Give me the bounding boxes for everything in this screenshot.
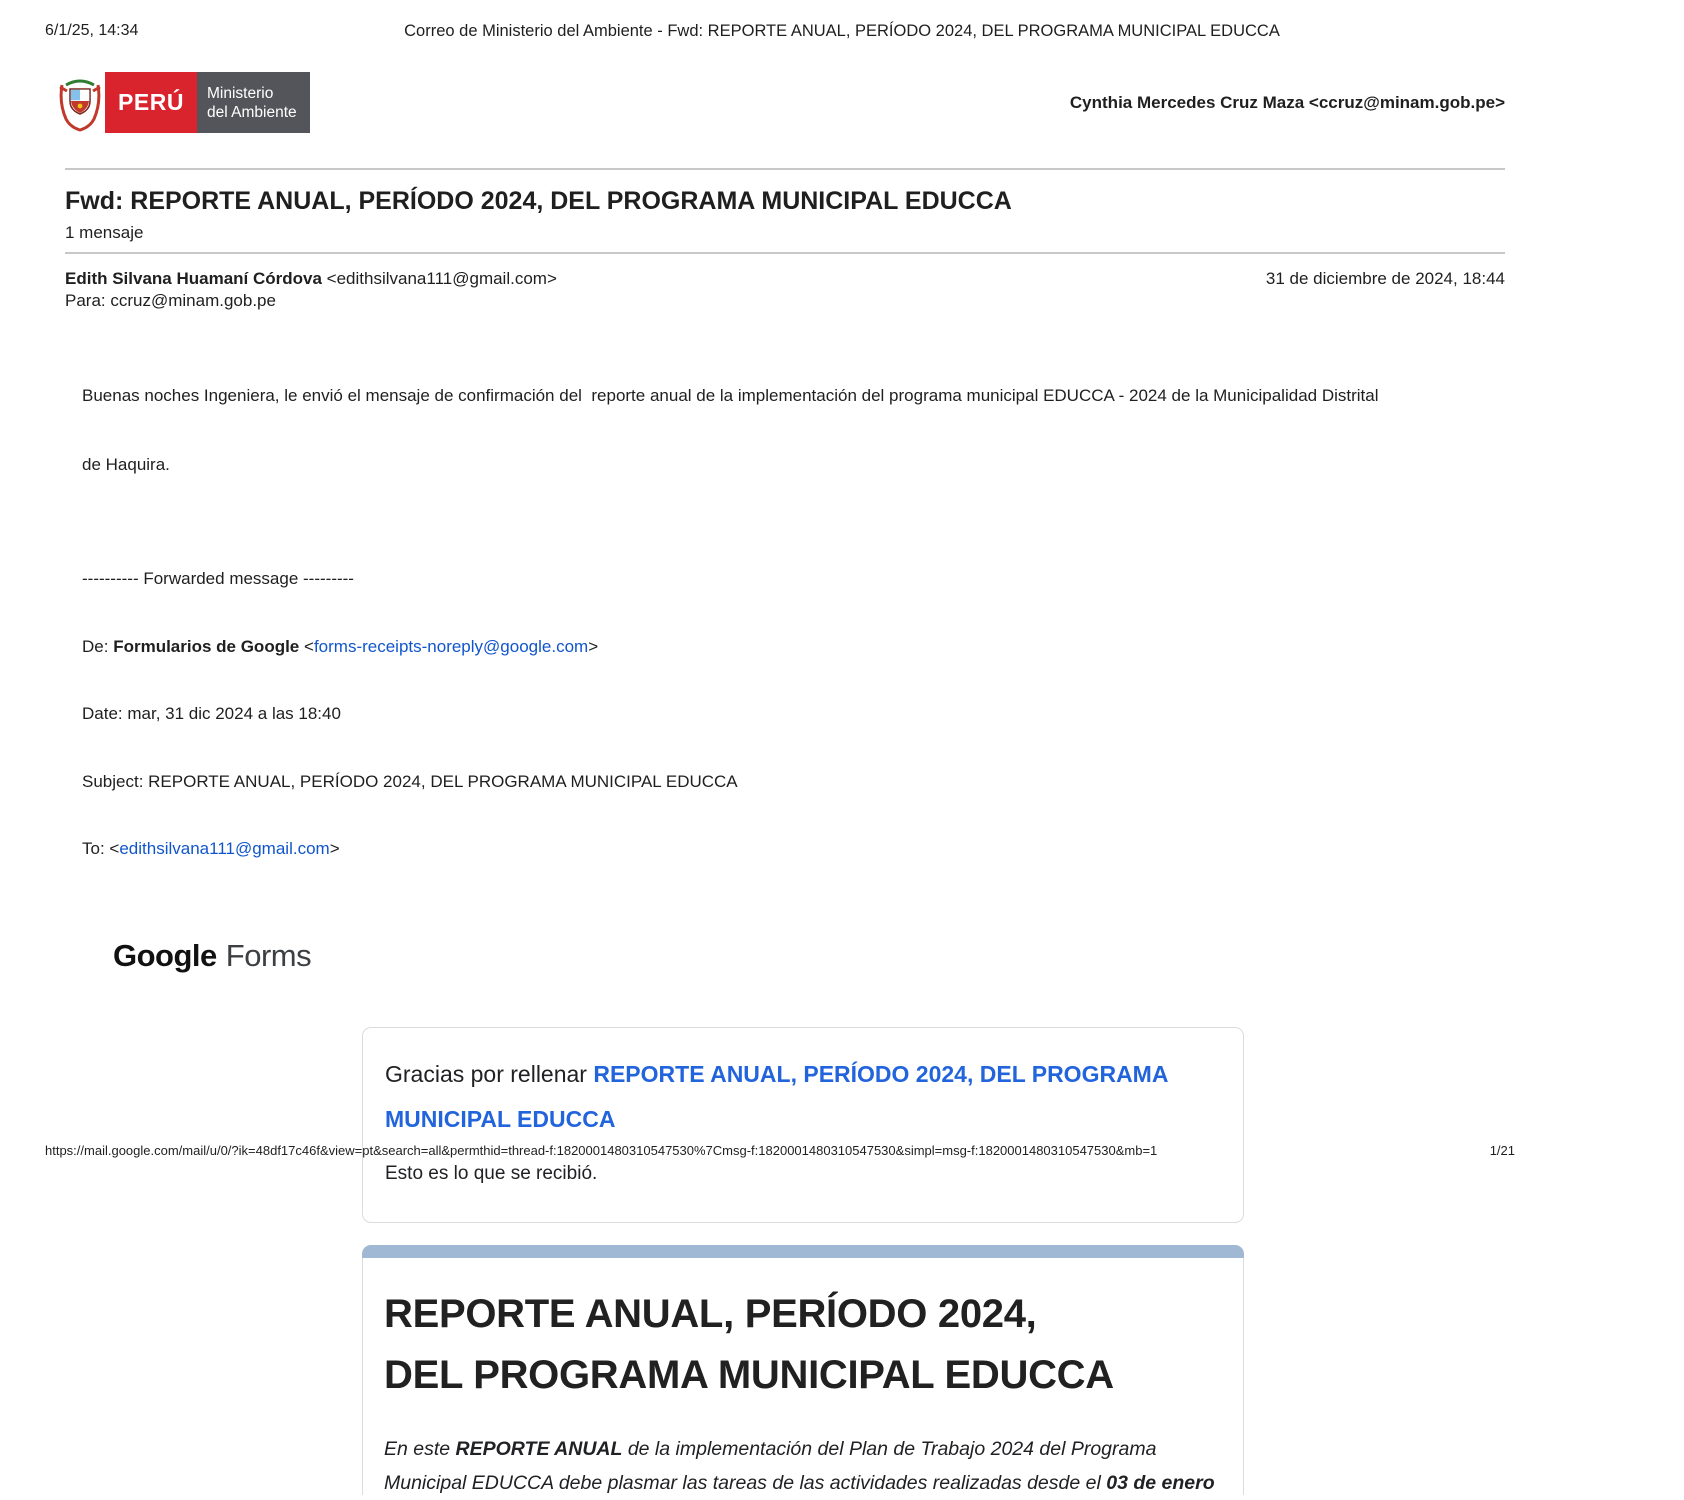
ministry-line1: Ministerio [207,84,274,102]
from-label: De: [82,636,114,656]
message-body [82,338,1684,499]
desc-pre: En este [384,1438,456,1460]
form-response-card [362,1245,1244,1495]
ministry-wordmark [197,72,310,133]
forwarded-date-line: Date: mar, 31 dic 2024 a las 18:40 [82,704,341,723]
to-email-link[interactable]: edithsilvana111@gmail.com [119,839,330,858]
to-label: To: < [82,839,120,858]
google-forms-logo [113,938,1684,973]
sender-email: <edithsilvana111@gmail.com> [321,269,557,288]
recipient-line: Para: ccruz@minam.gob.pe [65,291,276,310]
forwarded-header [82,523,1684,883]
sent-date: 31 de diciembre de 2024, 18:44 [1265,269,1505,288]
google-wordmark: Google [113,938,217,973]
print-page-number: 1/21 [1489,1143,1515,1158]
form-title-line2: DEL PROGRAMA MUNICIPAL EDUCCA [384,1353,1114,1397]
form-title-line1: REPORTE ANUAL, PERÍODO 2024, [384,1292,1037,1336]
received-note: Esto es lo que se recibió. [385,1163,598,1184]
sender-block [65,268,557,312]
brand-row [55,72,1505,133]
forwarded-subject-line: Subject: REPORTE ANUAL, PERÍODO 2024, DEL PROGRAMA MUNICIPAL EDUCCA [82,771,738,791]
body-line: Buenas noches Ingeniera, le envió el mensaje de confirmación del reporte anual de la implementación del programa municipal EDUCCA - 2024 de la Municipalidad Distrital [82,386,1379,405]
form-confirmation-card [362,1027,1244,1223]
account-owner: Cynthia Mercedes Cruz Maza <ccruz@minam.gob.pe> [1069,92,1505,112]
to-bracket-close: > [329,839,340,858]
from-name: Formularios de Google [113,636,300,656]
minam-logo [55,72,310,133]
desc-mid: de la implementación del Plan de Trabajo 2024 del Programa Municipal EDUCCA debe plasmar las tareas de las actividades realizadas desde el [384,1438,1162,1494]
body-line: de Haquira. [82,455,170,474]
ministry-line2: del Ambiente [207,103,297,121]
from-email-link[interactable]: forms-receipts-noreply@google.com [313,636,589,656]
print-url: https://mail.google.com/mail/u/0/?ik=48df17c46f&view=pt&search=all&permthid=thread-f:1820001480310547530%7Cmsg-f:1820001480310547530&simpl=msg-f:1820001480310547530&mb=1 [45,1143,1158,1158]
from-bracket-open: < [299,636,314,656]
peru-wordmark: PERÚ [105,72,197,133]
message-header [65,268,1505,312]
thanks-prefix: Gracias por rellenar [385,1061,594,1087]
document-title: Correo de Ministerio del Ambiente - Fwd: REPORTE ANUAL, PERÍODO 2024, DEL PROGRAMA MUNICIPAL EDUCCA [404,22,1280,40]
print-header [0,0,1684,46]
thanks-message [385,1052,1221,1142]
form-description [384,1432,1222,1500]
forwarded-to-line [82,838,1684,861]
form-card-body [362,1258,1244,1495]
forms-wordmark: Forms [225,938,312,973]
sender-name: Edith Silvana Huamaní Córdova [65,269,322,288]
thread-subject: Fwd: REPORTE ANUAL, PERÍODO 2024, DEL PROGRAMA MUNICIPAL EDUCCA [65,187,1012,215]
divider-top [65,168,1505,170]
peru-coat-of-arms-icon [55,72,105,133]
form-title [384,1284,1222,1406]
form-title-link[interactable]: REPORTE ANUAL, PERÍODO 2024, DEL PROGRAMA MUNICIPAL EDUCCA [385,1061,1168,1132]
desc-bold-reporte: REPORTE ANUAL [455,1438,623,1460]
message-count: 1 mensaje [65,223,144,242]
desc-bold-fecha: 03 de enero [1106,1472,1215,1494]
from-bracket-close: > [588,636,599,656]
divider-subject [65,252,1505,254]
print-timestamp: 6/1/25, 14:34 [45,22,139,39]
forwarded-from-line [82,636,1684,659]
print-footer [45,1143,1515,1158]
form-card-accent-bar [362,1245,1244,1258]
sender-line [65,268,557,290]
forwarded-divider: ---------- Forwarded message --------- [82,569,354,588]
